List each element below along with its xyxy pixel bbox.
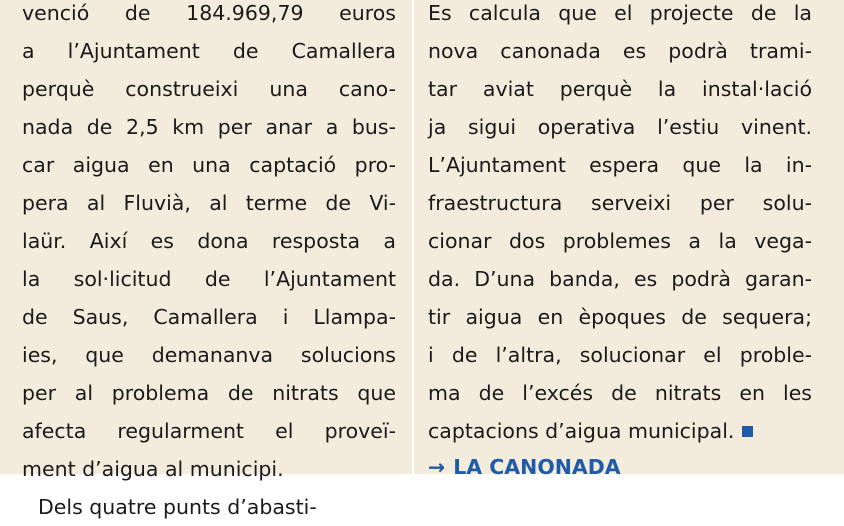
left-column-line-13: ment d’aigua al municipi. bbox=[22, 457, 284, 481]
left-column-line-4: nada de 2,5 km per anar a bus- bbox=[22, 115, 396, 139]
left-column-line-12: afecta regularment el proveï- bbox=[22, 419, 396, 443]
right-column-line-5: L’Ajuntament espera que la in- bbox=[428, 153, 812, 177]
right-column-line-10: i de l’altra, solucionar el proble- bbox=[428, 343, 812, 367]
right-article-column bbox=[428, 0, 812, 450]
left-column-line-14: Dels quatre punts d’abasti- bbox=[38, 495, 317, 519]
right-column-line-9: tir aigua en èpoques de sequera; bbox=[428, 305, 812, 329]
right-column-line-1: Es calcula que el projecte de la bbox=[428, 1, 812, 25]
right-column-line-2: nova canonada es podrà trami- bbox=[428, 39, 812, 63]
right-column-last-line bbox=[428, 412, 812, 450]
right-column-line-11: ma de l’excés de nitrats en les bbox=[428, 381, 812, 405]
right-column-line-4: ja sigui operativa l’estiu vinent. bbox=[428, 115, 812, 139]
left-column-line-5: car aigua en una captació pro- bbox=[22, 153, 396, 177]
left-column-line-9: de Saus, Camallera i Llampa- bbox=[22, 305, 396, 329]
right-column-line-12: captacions d’aigua municipal. bbox=[428, 419, 735, 443]
left-column-line-1: venció de 184.969,79 euros bbox=[22, 1, 396, 25]
blue-square-icon bbox=[742, 426, 753, 437]
right-column-line-7: cionar dos problemes a la vega- bbox=[428, 229, 812, 253]
left-column-line-8: la sol·licitud de l’Ajuntament bbox=[22, 267, 396, 291]
left-column-line-11: per al problema de nitrats que bbox=[22, 381, 396, 405]
left-column-line-3: perquè construeixi una cano- bbox=[22, 77, 396, 101]
left-article-column bbox=[22, 0, 396, 526]
right-column-line-3: tar aviat perquè la instal·lació bbox=[428, 77, 812, 101]
subheading-text: LA CANONADA bbox=[453, 455, 621, 479]
section-subheading bbox=[428, 450, 621, 484]
right-arrow-icon: → bbox=[428, 455, 446, 479]
left-column-line-6: pera al Fluvià, al terme de Vi- bbox=[22, 191, 396, 215]
right-column-line-8: da. D’una banda, es podrà garan- bbox=[428, 267, 812, 291]
left-column-line-2: a l’Ajuntament de Camallera bbox=[22, 39, 396, 63]
left-column-line-7: laür. Així es dona resposta a bbox=[22, 229, 396, 253]
right-column-line-6: fraestructura serveixi per solu- bbox=[428, 191, 812, 215]
left-column-line-10: ies, que demananva solucions bbox=[22, 343, 396, 367]
